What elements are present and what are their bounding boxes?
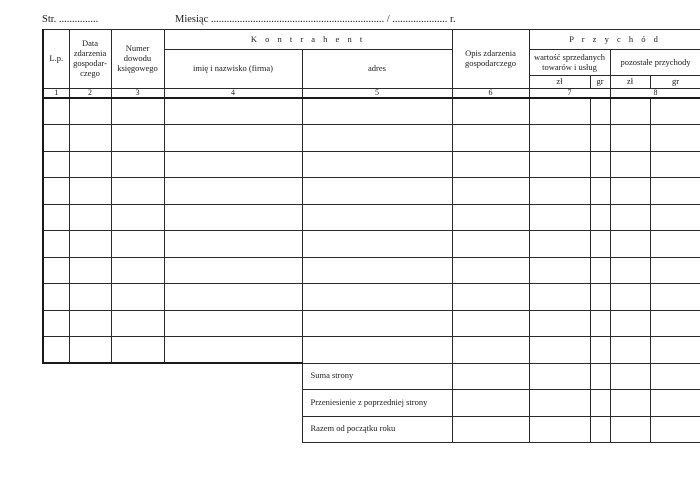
page-number-label: Str. ............... bbox=[42, 14, 99, 25]
ledger-cell[interactable] bbox=[302, 151, 452, 178]
ledger-row bbox=[43, 204, 700, 231]
ledger-cell[interactable] bbox=[452, 284, 529, 311]
ledger-cell[interactable] bbox=[650, 310, 700, 337]
summary-label-razem: Razem od początku roku bbox=[302, 416, 452, 443]
ledger-cell[interactable] bbox=[650, 231, 700, 258]
ledger-cell[interactable] bbox=[452, 151, 529, 178]
ledger-cell[interactable] bbox=[452, 231, 529, 258]
ledger-cell[interactable] bbox=[43, 231, 69, 258]
ledger-cell[interactable] bbox=[610, 125, 650, 152]
ledger-cell[interactable] bbox=[650, 178, 700, 205]
ledger-cell[interactable] bbox=[590, 337, 610, 364]
column-number: 7 bbox=[529, 89, 610, 99]
ledger-cell[interactable] bbox=[529, 310, 590, 337]
ledger-cell[interactable] bbox=[529, 284, 590, 311]
header-gr: gr bbox=[650, 76, 700, 89]
ledger-row bbox=[43, 337, 700, 364]
ledger-cell[interactable] bbox=[43, 310, 69, 337]
ledger-cell[interactable] bbox=[610, 337, 650, 364]
ledger-cell[interactable] bbox=[650, 284, 700, 311]
ledger-cell[interactable] bbox=[590, 151, 610, 178]
ledger-cell[interactable] bbox=[529, 257, 590, 284]
summary-cell[interactable] bbox=[452, 416, 529, 443]
ledger-cell[interactable] bbox=[111, 310, 164, 337]
ledger-cell[interactable] bbox=[69, 231, 111, 258]
ledger-table bbox=[42, 29, 700, 443]
summary-label-suma: Suma strony bbox=[302, 363, 452, 390]
ledger-cell[interactable] bbox=[111, 151, 164, 178]
summary-cell[interactable] bbox=[590, 390, 610, 417]
header-data-zdarzenia: Data zdarzenia gospodar-czego bbox=[69, 30, 111, 89]
ledger-cell[interactable] bbox=[164, 231, 302, 258]
ledger-cell[interactable] bbox=[610, 98, 650, 125]
ledger-cell[interactable] bbox=[302, 231, 452, 258]
ledger-cell[interactable] bbox=[43, 284, 69, 311]
ledger-cell[interactable] bbox=[529, 178, 590, 205]
ledger-cell[interactable] bbox=[302, 257, 452, 284]
ledger-row bbox=[43, 231, 700, 258]
ledger-cell[interactable] bbox=[590, 125, 610, 152]
ledger-cell[interactable] bbox=[43, 257, 69, 284]
ledger-cell[interactable] bbox=[302, 125, 452, 152]
column-number: 2 bbox=[69, 89, 111, 99]
ledger-cell[interactable] bbox=[164, 151, 302, 178]
ledger-cell[interactable] bbox=[43, 178, 69, 205]
ledger-cell[interactable] bbox=[43, 151, 69, 178]
ledger-cell[interactable] bbox=[302, 178, 452, 205]
ledger-cell[interactable] bbox=[111, 98, 164, 125]
ledger-cell[interactable] bbox=[111, 125, 164, 152]
column-number: 5 bbox=[302, 89, 452, 99]
column-number: 6 bbox=[452, 89, 529, 99]
ledger-row bbox=[43, 98, 700, 125]
month-label: Miesiąc .................................................................. / ..................... r. bbox=[175, 14, 456, 25]
ledger-cell[interactable] bbox=[111, 337, 164, 364]
ledger-row bbox=[43, 284, 700, 311]
ledger-cell[interactable] bbox=[452, 257, 529, 284]
column-number: 8 bbox=[610, 89, 700, 99]
ledger-cell[interactable] bbox=[610, 257, 650, 284]
header-pozostale-przychody: pozostałe przychody bbox=[610, 50, 700, 76]
header-zl: zł bbox=[529, 76, 590, 89]
ledger-cell[interactable] bbox=[610, 231, 650, 258]
ledger-cell[interactable] bbox=[164, 284, 302, 311]
ledger-cell[interactable] bbox=[302, 98, 452, 125]
header-opis: Opis zdarzenia gospodarczego bbox=[452, 30, 529, 89]
summary-row-suma bbox=[43, 363, 700, 390]
ledger-cell[interactable] bbox=[43, 204, 69, 231]
ledger-cell[interactable] bbox=[164, 257, 302, 284]
ledger-cell[interactable] bbox=[164, 178, 302, 205]
summary-cell[interactable] bbox=[452, 363, 529, 390]
ledger-cell[interactable] bbox=[590, 204, 610, 231]
ledger-cell[interactable] bbox=[610, 204, 650, 231]
ledger-cell[interactable] bbox=[610, 151, 650, 178]
summary-label-przeniesienie: Przeniesienie z poprzedniej strony bbox=[302, 390, 452, 417]
ledger-row bbox=[43, 178, 700, 205]
header-imie-nazwisko: imię i nazwisko (firma) bbox=[164, 50, 302, 89]
ledger-cell[interactable] bbox=[302, 204, 452, 231]
ledger-cell[interactable] bbox=[111, 257, 164, 284]
ledger-cell[interactable] bbox=[111, 204, 164, 231]
summary-cell[interactable] bbox=[610, 363, 650, 390]
ledger-row bbox=[43, 257, 700, 284]
ledger-cell[interactable] bbox=[43, 98, 69, 125]
summary-cell[interactable] bbox=[610, 416, 650, 443]
ledger-cell[interactable] bbox=[452, 204, 529, 231]
summary-cell[interactable] bbox=[529, 363, 590, 390]
ledger-cell[interactable] bbox=[164, 310, 302, 337]
ledger-cell[interactable] bbox=[650, 337, 700, 364]
header-zl: zł bbox=[610, 76, 650, 89]
ledger-cell[interactable] bbox=[590, 284, 610, 311]
ledger-cell[interactable] bbox=[650, 204, 700, 231]
ledger-cell[interactable] bbox=[111, 284, 164, 311]
ledger-cell[interactable] bbox=[69, 204, 111, 231]
ledger-cell[interactable] bbox=[529, 125, 590, 152]
ledger-cell[interactable] bbox=[164, 204, 302, 231]
summary-cell[interactable] bbox=[529, 390, 590, 417]
header-przychod: P r z y c h ó d bbox=[529, 30, 700, 50]
ledger-cell[interactable] bbox=[69, 284, 111, 311]
summary-cell[interactable] bbox=[610, 390, 650, 417]
ledger-cell[interactable] bbox=[69, 151, 111, 178]
ledger-cell[interactable] bbox=[43, 337, 69, 364]
ledger-cell[interactable] bbox=[69, 178, 111, 205]
summary-cell[interactable] bbox=[452, 390, 529, 417]
ledger-cell[interactable] bbox=[529, 337, 590, 364]
ledger-cell[interactable] bbox=[590, 231, 610, 258]
header-lp: L.p. bbox=[43, 30, 69, 89]
summary-blank-area bbox=[43, 363, 302, 443]
ledger-cell[interactable] bbox=[164, 98, 302, 125]
header-wartosc-sprzedanych: wartość sprzedanych towarów i usług bbox=[529, 50, 610, 76]
ledger-cell[interactable] bbox=[452, 125, 529, 152]
ledger-cell[interactable] bbox=[69, 125, 111, 152]
ledger-cell[interactable] bbox=[590, 178, 610, 205]
ledger-cell[interactable] bbox=[164, 125, 302, 152]
summary-cell[interactable] bbox=[590, 416, 610, 443]
ledger-cell[interactable] bbox=[452, 310, 529, 337]
ledger-cell[interactable] bbox=[164, 337, 302, 364]
ledger-cell[interactable] bbox=[650, 98, 700, 125]
column-number: 1 bbox=[43, 89, 69, 99]
ledger-cell[interactable] bbox=[529, 204, 590, 231]
ledger-cell[interactable] bbox=[302, 284, 452, 311]
ledger-cell[interactable] bbox=[452, 178, 529, 205]
ledger-cell[interactable] bbox=[610, 310, 650, 337]
ledger-cell[interactable] bbox=[650, 125, 700, 152]
ledger-cell[interactable] bbox=[529, 151, 590, 178]
header-adres: adres bbox=[302, 50, 452, 89]
header-kontrahent: K o n t r a h e n t bbox=[164, 30, 452, 50]
ledger-cell[interactable] bbox=[452, 337, 529, 364]
ledger-cell[interactable] bbox=[302, 337, 452, 364]
ledger-cell[interactable] bbox=[302, 310, 452, 337]
ledger-cell[interactable] bbox=[69, 337, 111, 364]
ledger-cell[interactable] bbox=[452, 98, 529, 125]
ledger-cell[interactable] bbox=[529, 231, 590, 258]
ledger-cell[interactable] bbox=[69, 98, 111, 125]
ledger-cell[interactable] bbox=[111, 231, 164, 258]
ledger-cell[interactable] bbox=[69, 257, 111, 284]
ledger-cell[interactable] bbox=[650, 257, 700, 284]
summary-cell[interactable] bbox=[590, 363, 610, 390]
ledger-cell[interactable] bbox=[529, 98, 590, 125]
ledger-row bbox=[43, 310, 700, 337]
summary-cell[interactable] bbox=[650, 390, 700, 417]
column-number: 3 bbox=[111, 89, 164, 99]
ledger-cell[interactable] bbox=[610, 284, 650, 311]
header-numer-dowodu: Numer dowodu księgowego bbox=[111, 30, 164, 89]
ledger-cell[interactable] bbox=[610, 178, 650, 205]
summary-cell[interactable] bbox=[650, 363, 700, 390]
ledger-cell[interactable] bbox=[111, 178, 164, 205]
ledger-cell[interactable] bbox=[590, 98, 610, 125]
ledger-row bbox=[43, 151, 700, 178]
ledger-cell[interactable] bbox=[590, 257, 610, 284]
ledger-cell[interactable] bbox=[590, 310, 610, 337]
summary-cell[interactable] bbox=[529, 416, 590, 443]
ledger-row bbox=[43, 125, 700, 152]
summary-cell[interactable] bbox=[650, 416, 700, 443]
header-gr: gr bbox=[590, 76, 610, 89]
column-number: 4 bbox=[164, 89, 302, 99]
ledger-cell[interactable] bbox=[650, 151, 700, 178]
ledger-cell[interactable] bbox=[43, 125, 69, 152]
ledger-cell[interactable] bbox=[69, 310, 111, 337]
